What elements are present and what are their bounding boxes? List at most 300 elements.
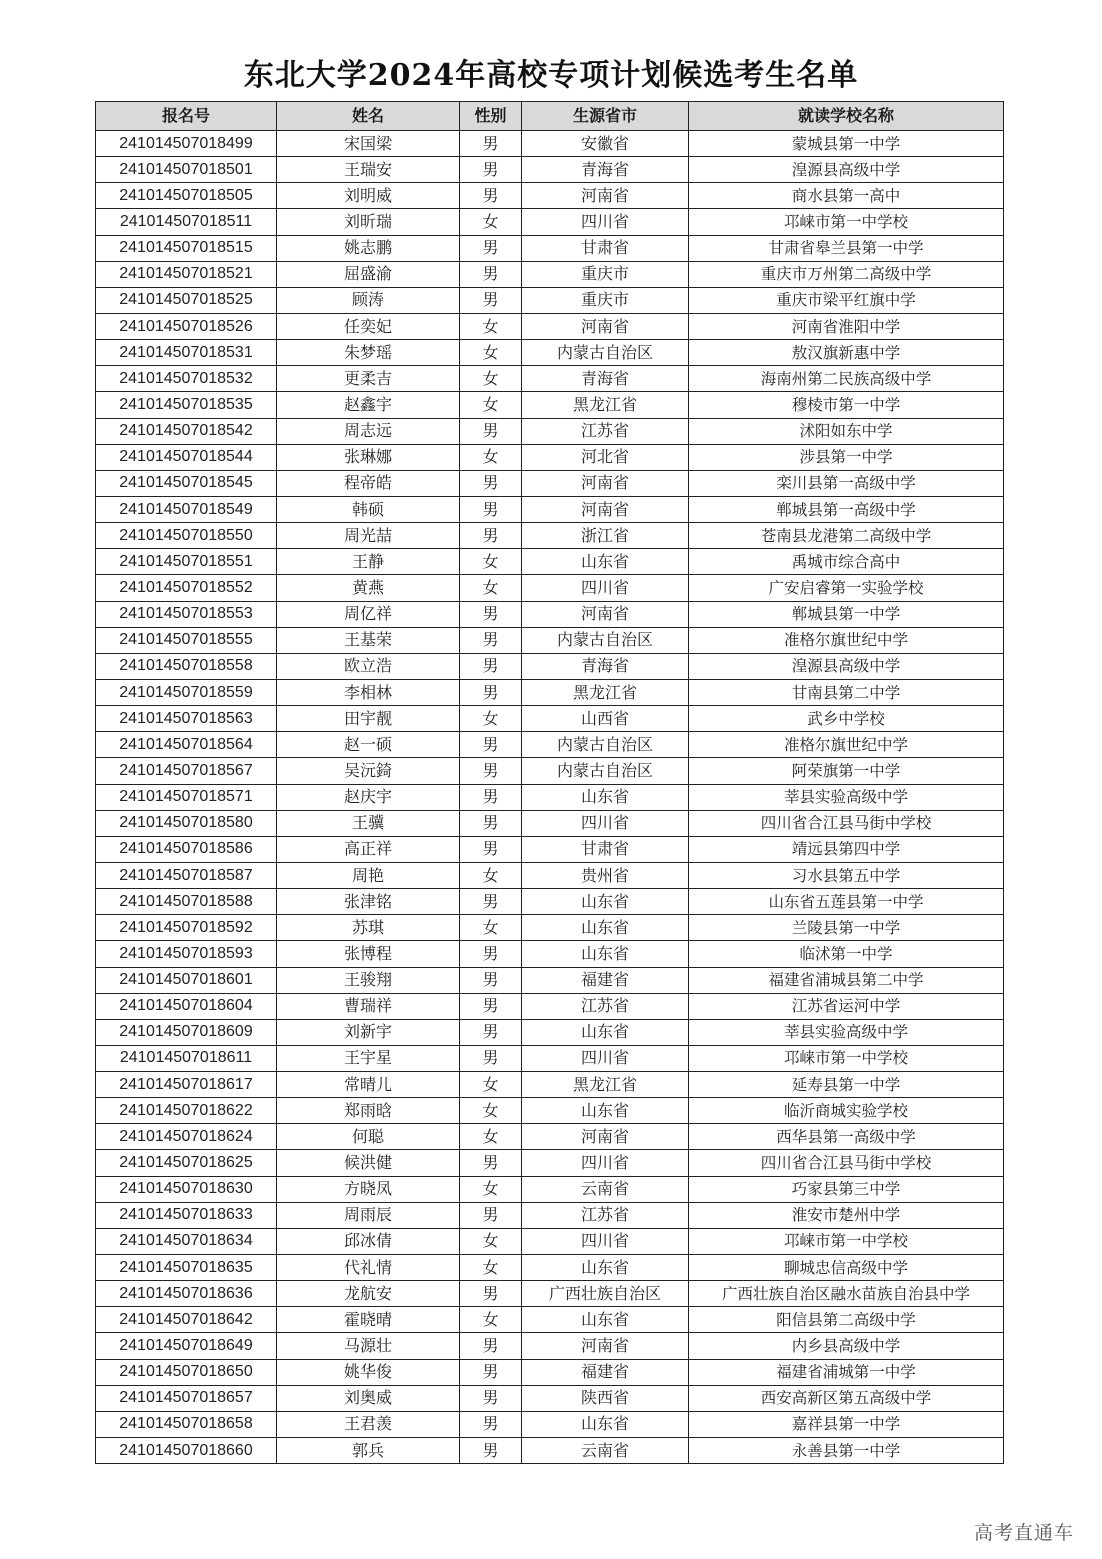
school-cell: 湟源县高级中学	[689, 653, 1004, 679]
school-cell: 邛崃市第一中学校	[689, 1045, 1004, 1071]
registration-number-cell: 241014507018617	[96, 1072, 277, 1098]
column-header-province: 生源省市	[522, 102, 689, 131]
gender-cell: 男	[460, 967, 522, 993]
table-row	[96, 418, 1004, 444]
registration-number-cell: 241014507018532	[96, 366, 277, 392]
name-cell: 张博程	[277, 941, 460, 967]
gender-cell: 男	[460, 235, 522, 261]
province-cell: 山东省	[522, 1411, 689, 1437]
province-cell: 重庆市	[522, 261, 689, 287]
registration-number-cell: 241014507018586	[96, 836, 277, 862]
school-cell: 嘉祥县第一中学	[689, 1411, 1004, 1437]
registration-number-cell: 241014507018515	[96, 235, 277, 261]
name-cell: 赵鑫宇	[277, 392, 460, 418]
gender-cell: 男	[460, 523, 522, 549]
name-cell: 王骥	[277, 810, 460, 836]
province-cell: 内蒙古自治区	[522, 340, 689, 366]
registration-number-cell: 241014507018650	[96, 1359, 277, 1385]
province-cell: 四川省	[522, 1150, 689, 1176]
table-row	[96, 235, 1004, 261]
school-cell: 聊城忠信高级中学	[689, 1255, 1004, 1281]
name-cell: 马源壮	[277, 1333, 460, 1359]
registration-number-cell: 241014507018657	[96, 1385, 277, 1411]
name-cell: 王宇星	[277, 1045, 460, 1071]
province-cell: 江苏省	[522, 418, 689, 444]
table-row	[96, 1333, 1004, 1359]
province-cell: 广西壮族自治区	[522, 1281, 689, 1307]
name-cell: 刘奥威	[277, 1385, 460, 1411]
registration-number-cell: 241014507018635	[96, 1255, 277, 1281]
gender-cell: 女	[460, 915, 522, 941]
table-row	[96, 679, 1004, 705]
table-row	[96, 758, 1004, 784]
province-cell: 河南省	[522, 601, 689, 627]
registration-number-cell: 241014507018521	[96, 261, 277, 287]
province-cell: 内蒙古自治区	[522, 627, 689, 653]
gender-cell: 男	[460, 1385, 522, 1411]
name-cell: 候洪健	[277, 1150, 460, 1176]
province-cell: 福建省	[522, 967, 689, 993]
school-cell: 海南州第二民族高级中学	[689, 366, 1004, 392]
province-cell: 云南省	[522, 1176, 689, 1202]
name-cell: 郭兵	[277, 1438, 460, 1464]
column-header-gender: 性别	[460, 102, 522, 131]
table-row	[96, 706, 1004, 732]
name-cell: 李相林	[277, 679, 460, 705]
gender-cell: 女	[460, 1072, 522, 1098]
table-row	[96, 157, 1004, 183]
gender-cell: 女	[460, 209, 522, 235]
school-cell: 内乡县高级中学	[689, 1333, 1004, 1359]
table-row	[96, 1438, 1004, 1464]
registration-number-cell: 241014507018633	[96, 1202, 277, 1228]
gender-cell: 男	[460, 993, 522, 1019]
registration-number-cell: 241014507018563	[96, 706, 277, 732]
table-row	[96, 1019, 1004, 1045]
registration-number-cell: 241014507018604	[96, 993, 277, 1019]
province-cell: 黑龙江省	[522, 1072, 689, 1098]
name-cell: 程帝皓	[277, 470, 460, 496]
school-cell: 广安启睿第一实验学校	[689, 575, 1004, 601]
table-row	[96, 993, 1004, 1019]
name-cell: 张琳娜	[277, 444, 460, 470]
school-cell: 江苏省运河中学	[689, 993, 1004, 1019]
school-cell: 湟源县高级中学	[689, 157, 1004, 183]
school-cell: 栾川县第一高级中学	[689, 470, 1004, 496]
name-cell: 黄燕	[277, 575, 460, 601]
province-cell: 四川省	[522, 1228, 689, 1254]
registration-number-cell: 241014507018609	[96, 1019, 277, 1045]
table-row	[96, 366, 1004, 392]
name-cell: 周光喆	[277, 523, 460, 549]
name-cell: 邱冰倩	[277, 1228, 460, 1254]
province-cell: 浙江省	[522, 523, 689, 549]
school-cell: 巧家县第三中学	[689, 1176, 1004, 1202]
watermark: 高考直通车	[973, 1522, 1074, 1544]
gender-cell: 男	[460, 1202, 522, 1228]
gender-cell: 男	[460, 679, 522, 705]
school-cell: 甘南县第二中学	[689, 679, 1004, 705]
table-row	[96, 836, 1004, 862]
gender-cell: 女	[460, 444, 522, 470]
province-cell: 重庆市	[522, 287, 689, 313]
name-cell: 赵庆宇	[277, 784, 460, 810]
name-cell: 郑雨晗	[277, 1098, 460, 1124]
province-cell: 河南省	[522, 1333, 689, 1359]
gender-cell: 女	[460, 392, 522, 418]
registration-number-cell: 241014507018535	[96, 392, 277, 418]
school-cell: 郸城县第一中学	[689, 601, 1004, 627]
table-row	[96, 261, 1004, 287]
province-cell: 河南省	[522, 313, 689, 339]
table-row	[96, 1255, 1004, 1281]
school-cell: 重庆市梁平红旗中学	[689, 287, 1004, 313]
gender-cell: 男	[460, 889, 522, 915]
registration-number-cell: 241014507018545	[96, 470, 277, 496]
province-cell: 河南省	[522, 1124, 689, 1150]
school-cell: 四川省合江县马街中学校	[689, 1150, 1004, 1176]
name-cell: 刘昕瑞	[277, 209, 460, 235]
school-cell: 武乡中学校	[689, 706, 1004, 732]
registration-number-cell: 241014507018660	[96, 1438, 277, 1464]
school-cell: 靖远县第四中学	[689, 836, 1004, 862]
province-cell: 甘肃省	[522, 235, 689, 261]
gender-cell: 女	[460, 313, 522, 339]
column-header-school: 就读学校名称	[689, 102, 1004, 131]
table-row	[96, 810, 1004, 836]
gender-cell: 男	[460, 784, 522, 810]
registration-number-cell: 241014507018558	[96, 653, 277, 679]
gender-cell: 男	[460, 758, 522, 784]
province-cell: 山东省	[522, 1255, 689, 1281]
name-cell: 韩硕	[277, 496, 460, 522]
table-row	[96, 941, 1004, 967]
registration-number-cell: 241014507018630	[96, 1176, 277, 1202]
name-cell: 吴沅錡	[277, 758, 460, 784]
table-row	[96, 1281, 1004, 1307]
school-cell: 莘县实验高级中学	[689, 784, 1004, 810]
school-cell: 邛崃市第一中学校	[689, 1228, 1004, 1254]
table-row	[96, 1098, 1004, 1124]
registration-number-cell: 241014507018526	[96, 313, 277, 339]
registration-number-cell: 241014507018549	[96, 496, 277, 522]
table-row	[96, 1202, 1004, 1228]
gender-cell: 男	[460, 601, 522, 627]
name-cell: 王骏翔	[277, 967, 460, 993]
name-cell: 曹瑞祥	[277, 993, 460, 1019]
name-cell: 王静	[277, 549, 460, 575]
province-cell: 江苏省	[522, 993, 689, 1019]
registration-number-cell: 241014507018622	[96, 1098, 277, 1124]
school-cell: 河南省淮阳中学	[689, 313, 1004, 339]
table-row	[96, 470, 1004, 496]
province-cell: 山东省	[522, 941, 689, 967]
province-cell: 山东省	[522, 1019, 689, 1045]
name-cell: 龙航安	[277, 1281, 460, 1307]
province-cell: 山东省	[522, 1098, 689, 1124]
gender-cell: 男	[460, 836, 522, 862]
gender-cell: 男	[460, 470, 522, 496]
registration-number-cell: 241014507018587	[96, 862, 277, 888]
name-cell: 赵一硕	[277, 732, 460, 758]
gender-cell: 男	[460, 1150, 522, 1176]
registration-number-cell: 241014507018571	[96, 784, 277, 810]
gender-cell: 男	[460, 131, 522, 157]
registration-number-cell: 241014507018642	[96, 1307, 277, 1333]
registration-number-cell: 241014507018551	[96, 549, 277, 575]
province-cell: 甘肃省	[522, 836, 689, 862]
table-row	[96, 1359, 1004, 1385]
school-cell: 临沭第一中学	[689, 941, 1004, 967]
gender-cell: 女	[460, 340, 522, 366]
table-row	[96, 784, 1004, 810]
province-cell: 山东省	[522, 889, 689, 915]
table-row	[96, 287, 1004, 313]
table-row	[96, 392, 1004, 418]
name-cell: 王君羡	[277, 1411, 460, 1437]
gender-cell: 男	[460, 1019, 522, 1045]
school-cell: 蒙城县第一中学	[689, 131, 1004, 157]
province-cell: 四川省	[522, 1045, 689, 1071]
table-row	[96, 915, 1004, 941]
school-cell: 四川省合江县马街中学校	[689, 810, 1004, 836]
school-cell: 广西壮族自治区融水苗族自治县中学	[689, 1281, 1004, 1307]
table-row	[96, 575, 1004, 601]
gender-cell: 女	[460, 1176, 522, 1202]
table-row	[96, 183, 1004, 209]
gender-cell: 女	[460, 1124, 522, 1150]
gender-cell: 男	[460, 627, 522, 653]
gender-cell: 男	[460, 732, 522, 758]
school-cell: 莘县实验高级中学	[689, 1019, 1004, 1045]
registration-number-cell: 241014507018544	[96, 444, 277, 470]
name-cell: 高正祥	[277, 836, 460, 862]
name-cell: 朱梦瑶	[277, 340, 460, 366]
school-cell: 重庆市万州第二高级中学	[689, 261, 1004, 287]
gender-cell: 男	[460, 1045, 522, 1071]
gender-cell: 男	[460, 496, 522, 522]
name-cell: 方晓凤	[277, 1176, 460, 1202]
school-cell: 涉县第一中学	[689, 444, 1004, 470]
registration-number-cell: 241014507018611	[96, 1045, 277, 1071]
province-cell: 河南省	[522, 470, 689, 496]
table-row	[96, 1307, 1004, 1333]
school-cell: 禹城市综合高中	[689, 549, 1004, 575]
school-cell: 苍南县龙港第二高级中学	[689, 523, 1004, 549]
gender-cell: 女	[460, 1255, 522, 1281]
name-cell: 苏琪	[277, 915, 460, 941]
registration-number-cell: 241014507018552	[96, 575, 277, 601]
school-cell: 西华县第一高级中学	[689, 1124, 1004, 1150]
gender-cell: 男	[460, 941, 522, 967]
gender-cell: 男	[460, 157, 522, 183]
gender-cell: 女	[460, 1228, 522, 1254]
school-cell: 阳信县第二高级中学	[689, 1307, 1004, 1333]
province-cell: 青海省	[522, 366, 689, 392]
name-cell: 周志远	[277, 418, 460, 444]
school-cell: 西安高新区第五高级中学	[689, 1385, 1004, 1411]
table-row	[96, 496, 1004, 522]
province-cell: 山东省	[522, 549, 689, 575]
school-cell: 福建省浦城县第二中学	[689, 967, 1004, 993]
name-cell: 刘新宇	[277, 1019, 460, 1045]
name-cell: 代礼情	[277, 1255, 460, 1281]
table-row	[96, 1150, 1004, 1176]
school-cell: 甘肃省皋兰县第一中学	[689, 235, 1004, 261]
table-row	[96, 131, 1004, 157]
gender-cell: 男	[460, 261, 522, 287]
table-row	[96, 1045, 1004, 1071]
school-cell: 永善县第一中学	[689, 1438, 1004, 1464]
column-header-registration-number: 报名号	[96, 102, 277, 131]
province-cell: 青海省	[522, 157, 689, 183]
school-cell: 习水县第五中学	[689, 862, 1004, 888]
gender-cell: 男	[460, 653, 522, 679]
school-cell: 兰陵县第一中学	[689, 915, 1004, 941]
candidate-table	[95, 101, 1004, 1464]
province-cell: 江苏省	[522, 1202, 689, 1228]
gender-cell: 女	[460, 1307, 522, 1333]
table-row	[96, 1124, 1004, 1150]
registration-number-cell: 241014507018625	[96, 1150, 277, 1176]
registration-number-cell: 241014507018567	[96, 758, 277, 784]
registration-number-cell: 241014507018559	[96, 679, 277, 705]
name-cell: 任奕妃	[277, 313, 460, 339]
province-cell: 河南省	[522, 496, 689, 522]
gender-cell: 男	[460, 810, 522, 836]
registration-number-cell: 241014507018588	[96, 889, 277, 915]
gender-cell: 男	[460, 1281, 522, 1307]
registration-number-cell: 241014507018501	[96, 157, 277, 183]
registration-number-cell: 241014507018624	[96, 1124, 277, 1150]
table-row	[96, 967, 1004, 993]
registration-number-cell: 241014507018634	[96, 1228, 277, 1254]
province-cell: 河北省	[522, 444, 689, 470]
school-cell: 山东省五莲县第一中学	[689, 889, 1004, 915]
name-cell: 顾涛	[277, 287, 460, 313]
province-cell: 黑龙江省	[522, 679, 689, 705]
province-cell: 云南省	[522, 1438, 689, 1464]
registration-number-cell: 241014507018555	[96, 627, 277, 653]
name-cell: 王基荣	[277, 627, 460, 653]
gender-cell: 男	[460, 1333, 522, 1359]
school-cell: 沭阳如东中学	[689, 418, 1004, 444]
table-row	[96, 1385, 1004, 1411]
gender-cell: 女	[460, 366, 522, 392]
registration-number-cell: 241014507018505	[96, 183, 277, 209]
name-cell: 宋国梁	[277, 131, 460, 157]
province-cell: 山东省	[522, 784, 689, 810]
gender-cell: 男	[460, 418, 522, 444]
school-cell: 邛崃市第一中学校	[689, 209, 1004, 235]
gender-cell: 女	[460, 575, 522, 601]
page-title: 东北大学2024年高校专项计划候选考生名单	[243, 58, 859, 93]
column-header-name: 姓名	[277, 102, 460, 131]
school-cell: 延寿县第一中学	[689, 1072, 1004, 1098]
province-cell: 安徽省	[522, 131, 689, 157]
table-row	[96, 732, 1004, 758]
name-cell: 霍晓晴	[277, 1307, 460, 1333]
table-row	[96, 549, 1004, 575]
registration-number-cell: 241014507018649	[96, 1333, 277, 1359]
name-cell: 周亿祥	[277, 601, 460, 627]
gender-cell: 女	[460, 1098, 522, 1124]
province-cell: 四川省	[522, 209, 689, 235]
table-row	[96, 444, 1004, 470]
name-cell: 周雨辰	[277, 1202, 460, 1228]
table-row	[96, 601, 1004, 627]
province-cell: 贵州省	[522, 862, 689, 888]
registration-number-cell: 241014507018542	[96, 418, 277, 444]
registration-number-cell: 241014507018511	[96, 209, 277, 235]
school-cell: 淮安市楚州中学	[689, 1202, 1004, 1228]
table-row	[96, 889, 1004, 915]
table-row	[96, 1228, 1004, 1254]
province-cell: 四川省	[522, 575, 689, 601]
name-cell: 姚华俊	[277, 1359, 460, 1385]
gender-cell: 女	[460, 862, 522, 888]
table-row	[96, 1411, 1004, 1437]
registration-number-cell: 241014507018564	[96, 732, 277, 758]
school-cell: 福建省浦城第一中学	[689, 1359, 1004, 1385]
province-cell: 青海省	[522, 653, 689, 679]
name-cell: 王瑞安	[277, 157, 460, 183]
gender-cell: 男	[460, 287, 522, 313]
table-row	[96, 627, 1004, 653]
province-cell: 陕西省	[522, 1385, 689, 1411]
table-row	[96, 313, 1004, 339]
gender-cell: 男	[460, 1411, 522, 1437]
province-cell: 内蒙古自治区	[522, 758, 689, 784]
province-cell: 山东省	[522, 915, 689, 941]
registration-number-cell: 241014507018580	[96, 810, 277, 836]
name-cell: 欧立浩	[277, 653, 460, 679]
province-cell: 黑龙江省	[522, 392, 689, 418]
registration-number-cell: 241014507018550	[96, 523, 277, 549]
school-cell: 准格尔旗世纪中学	[689, 627, 1004, 653]
registration-number-cell: 241014507018499	[96, 131, 277, 157]
gender-cell: 男	[460, 183, 522, 209]
school-cell: 郸城县第一高级中学	[689, 496, 1004, 522]
name-cell: 常晴儿	[277, 1072, 460, 1098]
school-cell: 商水县第一高中	[689, 183, 1004, 209]
name-cell: 何聪	[277, 1124, 460, 1150]
registration-number-cell: 241014507018593	[96, 941, 277, 967]
school-cell: 临沂商城实验学校	[689, 1098, 1004, 1124]
name-cell: 刘明威	[277, 183, 460, 209]
registration-number-cell: 241014507018601	[96, 967, 277, 993]
name-cell: 田宇靓	[277, 706, 460, 732]
registration-number-cell: 241014507018658	[96, 1411, 277, 1437]
province-cell: 山东省	[522, 1307, 689, 1333]
gender-cell: 男	[460, 1359, 522, 1385]
gender-cell: 女	[460, 549, 522, 575]
registration-number-cell: 241014507018636	[96, 1281, 277, 1307]
province-cell: 福建省	[522, 1359, 689, 1385]
registration-number-cell: 241014507018553	[96, 601, 277, 627]
province-cell: 四川省	[522, 810, 689, 836]
gender-cell: 男	[460, 1438, 522, 1464]
school-cell: 阿荣旗第一中学	[689, 758, 1004, 784]
table-row	[96, 1176, 1004, 1202]
table-row	[96, 1072, 1004, 1098]
table-row	[96, 653, 1004, 679]
name-cell: 更柔吉	[277, 366, 460, 392]
registration-number-cell: 241014507018525	[96, 287, 277, 313]
school-cell: 准格尔旗世纪中学	[689, 732, 1004, 758]
table-row	[96, 523, 1004, 549]
school-cell: 敖汉旗新惠中学	[689, 340, 1004, 366]
